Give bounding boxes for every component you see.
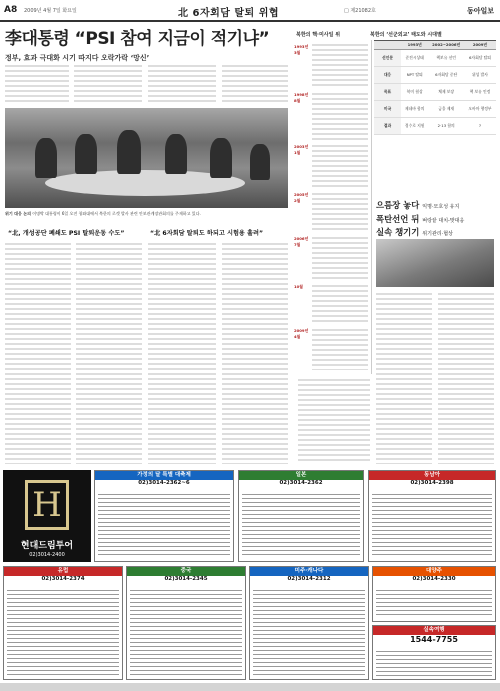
travel-ad-logo[interactable] [3,470,91,562]
table-header [374,41,401,49]
ad-box-phone: 02)3014-2362~6 [138,480,190,486]
section-title: 北 6자회담 탈퇴 위협 [178,8,280,19]
timeline-text [312,144,368,188]
table-header: 1993년 [401,41,428,49]
table-header: 2009년 [464,41,496,49]
article-column [438,292,494,464]
sub-article-title-left: “北, 개성공단 폐쇄도 PSI 탈퇴운동 수도” [8,230,125,237]
sidebar-headline-note: 위기관리·협상 [422,231,453,237]
sidebar-photo [376,239,494,287]
photo-figure [250,144,270,180]
ad-box-phone: 02)3014-2330 [412,576,456,582]
timeline-text [312,284,368,324]
ad-box-phone: 02)3014-2374 [41,576,85,582]
ad-box[interactable] [126,566,246,680]
ad-box-lines [7,589,119,676]
ad-box-title: 유럽 [4,567,122,576]
ad-box-lines [242,493,360,558]
timeline-text [312,328,368,370]
ad-box-lines [130,589,242,676]
page-number: A8 [4,5,18,15]
ad-box[interactable] [238,470,364,562]
ad-box-title: 동남아 [369,471,495,480]
sub-article-title-right: “北 6자회담 탈퇴도 하되고 시험용 흘려” [150,230,264,237]
table-row: 목표 북미 협상 체제 보장 핵 보유 인정 [374,83,496,100]
h-logo-icon: H [25,480,69,530]
main-headline: 李대통령 “PSI 참여 지금이 적기냐” [5,29,270,49]
ad-box-lines [376,650,492,676]
table-row: 대응 NPT 탈퇴 6자회담 중단 위성 발사 [374,66,496,83]
ad-box[interactable] [3,566,123,680]
article-column [148,64,216,104]
ad-box[interactable] [372,625,496,680]
sidebar-headline-line: 실속 챙기기 [376,227,420,237]
ad-box-phone: 02)3014-2345 [164,576,208,582]
page-header [0,0,500,22]
table-row: 미국 제네바 합의 금융 제재 오바마 행정부 [374,100,496,117]
ad-box[interactable] [94,470,234,562]
sidebar-headline-note: 익명·모호성 유지 [422,204,460,210]
article-column [76,242,142,464]
ad-box-phone: 1544-7755 [410,635,458,644]
article-column [222,242,288,464]
ad-box-lines [376,589,492,618]
ad-box-title: 가정의 달 특별 대축제 [95,471,233,480]
table-row: 결과 경수로 지원 2·13 합의 ? [374,117,496,134]
sidebar-headline-line: 폭탄선언 뒤 [376,213,420,224]
ad-box-phone: 02)3014-2362 [279,480,323,486]
article-column [5,242,71,464]
sidebar-headline [376,200,494,241]
timeline-text [312,92,368,140]
timeline-row: 1993년 3월 [294,44,309,55]
timeline-text [312,192,368,232]
ad-phone: 02)3014-2400 [29,552,65,558]
timeline-row: 10월 [294,284,303,289]
caption-text: 이명박 대통령이 6일 오전 청와대에서 북한의 로켓 발사 관련 안보관계장관회의를 주재하고 있다. [32,211,201,216]
article-column [74,64,142,104]
article-column [148,242,216,464]
issue-number: □ 제21082호 [344,8,376,14]
caption-label: 위기 대응 논의 [5,211,31,216]
ad-box[interactable] [368,470,496,562]
ad-box-title: 대양주 [373,567,495,576]
article-column [222,64,288,104]
table-row: 선언문 준전시상태 핵보유 선언 6자회담 탈퇴 [374,49,496,66]
ad-brand-name: 현대드림투어 [20,541,74,551]
table-header: 2002~2006년 [428,41,464,49]
timeline-row: 2006년 7월 [294,236,309,247]
comparison-table [374,40,496,192]
footer-bar [0,683,500,691]
ad-box[interactable] [249,566,369,680]
compare-title: 북한의 ‘선군외교’ 태도와 시대별 [370,32,442,38]
timeline-row: 2005년 2월 [294,192,309,203]
meeting-photo [5,108,288,208]
article-column [376,292,432,464]
timeline-row: 2003년 1월 [294,144,309,155]
article-column [5,64,69,104]
ad-box-lines [98,493,230,558]
article-column [298,378,370,464]
photo-figure [75,134,97,174]
ad-box-title: 일본 [239,471,363,480]
ad-box[interactable] [372,566,496,622]
ad-box-title: 실속여행 [373,626,495,635]
ad-box-phone: 02)3014-2312 [287,576,331,582]
timeline-title: 북한의 핵·미사일 위 [296,32,341,38]
issue-date: 2009년 4월 7일 화요일 [24,8,77,14]
timeline-text [312,43,368,89]
newspaper-brand: 동아일보 [466,7,494,15]
photo-caption [5,211,288,217]
timeline-text [312,236,368,280]
timeline-panel [294,40,372,374]
ad-box-lines [253,589,365,676]
photo-figure [35,138,57,178]
main-subhead: 정부, 효과 극대화 시기 따지다 오락가락 ‘망신’ [5,54,150,62]
timeline-row: 1998년 8월 [294,92,309,103]
photo-figure [210,138,232,178]
photo-figure [117,130,141,174]
sidebar-headline-note: 벼랑끝 대치-맞대응 [422,217,465,224]
ad-box-phone: 02)3014-2398 [410,480,454,486]
ad-box-title: 중국 [127,567,245,576]
ad-box-title: 미주·캐나다 [250,567,368,576]
photo-figure [165,134,187,174]
sidebar-headline-line: 으름장 놓다 [376,200,420,210]
timeline-row: 2009년 4월 [294,328,309,339]
ad-box-lines [372,493,492,558]
